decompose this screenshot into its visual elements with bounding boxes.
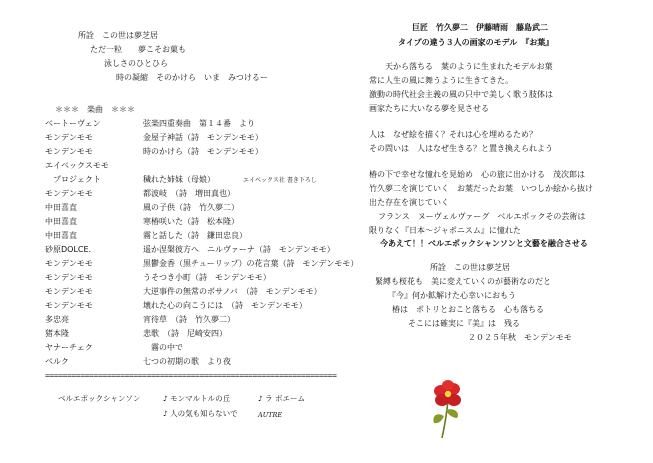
program-row [45, 146, 355, 159]
program-title: 霧の中で [143, 343, 183, 352]
program-composer: モンデンモモ [45, 301, 93, 310]
para1-line-2: 常に人生の風に舞うように生きてきた。 [369, 76, 513, 85]
program-composer: モンデンモモ [45, 189, 93, 198]
right-header-1: 巨匠 竹久夢二 伊藤晴雨 藤島武二 [412, 23, 548, 32]
closing-line-2: 緊縛も桜花も 美に変えていくのが藝術なのだと [375, 277, 551, 286]
program-row [45, 300, 355, 313]
program-title: 金屋子神話（詩 モンデンモモ） [143, 133, 263, 142]
program-composer: 中田喜直 [45, 217, 77, 226]
intro-line-1: 所詮 この世は夢芝居 [78, 31, 158, 40]
program-composer: 中田喜直 [45, 231, 77, 240]
program-composer: 中田喜直 [45, 203, 77, 212]
program-row [45, 188, 355, 201]
intro-line-2: ただ一粒 夢こそお菓も [90, 45, 186, 54]
closing-line-1: 所詮 この世は夢芝居 [430, 263, 510, 272]
handwritten-sign: AUTRE [258, 411, 283, 419]
chanson-label: ベルエポックシャンソン [58, 394, 141, 403]
chanson-song-1: ♪ モンマルトルの丘 [163, 394, 231, 403]
program-row [45, 258, 359, 271]
program-composer: 多忠亮 [45, 315, 69, 324]
program-composer: エイベックスモモ [45, 161, 109, 170]
camellia-flower-illustration [428, 376, 468, 440]
program-note: エイベックス社 書き下ろし [243, 177, 317, 184]
divider-rule: ================================================================== [45, 371, 337, 380]
program-composer: ベルク [45, 357, 69, 366]
program-row [45, 216, 355, 229]
program-composer: ヤナーチェク [45, 343, 93, 352]
program-composer: モンデンモモ [45, 287, 93, 296]
para3-line-5: 限りなく『日本～ジャポニスム』に憧れた [369, 226, 521, 235]
para3-line-3: 出た存在を演じていく [369, 198, 449, 207]
program-title: 黒鬱金香（黒チューリップ）の花言葉（詩 モンデンモモ） [143, 259, 359, 268]
closing-line-4: 椿は ポトリとおこと落ちる 心も落ちる [392, 305, 544, 314]
program-title: 穢れた姉妹（母娘） [143, 175, 215, 184]
program-row [45, 244, 355, 257]
closing-line-5: そこには確実に『美』は 残る [408, 319, 520, 328]
para1-line-1: 天から落ちる 葉のように生まれたモデルお葉 [385, 62, 553, 71]
program-row [45, 118, 355, 131]
program-composer: モンデンモモ [45, 133, 93, 142]
intro-line-3: 泳しさのひとひら [104, 59, 168, 68]
program-row [45, 160, 355, 173]
program-row [45, 286, 355, 299]
program-title: 七つの初期の歌 より夜 [143, 357, 231, 366]
program-title: 遥か涅槃彼方へ ニルヴァーナ（詩 モンデンモモ） [143, 245, 335, 254]
program-title: 悲歌 （詩 尼崎安四） [143, 329, 227, 338]
program-composer: モンデンモモ [45, 259, 93, 268]
chanson-song-3: ♪ 人の気も知らないで [163, 409, 238, 418]
program-row [45, 174, 355, 187]
program-title: 宵待草 （詩 竹久夢二） [143, 315, 235, 324]
program-title: 壊れた心の向こうには （詩 モンデンモモ） [143, 301, 307, 310]
program-title: 弦楽四重奏曲 第１４番 より [143, 119, 255, 128]
program-row [45, 132, 355, 145]
program-heading: ＊＊＊ 楽曲 ＊＊＊ [55, 105, 135, 114]
program-composer: モンデンモモ [45, 273, 93, 282]
program-title: 大逆事件の無常のボサノバ （詩 モンデンモモ） [143, 287, 322, 296]
program-title: うそつき小町（詩 モンデンモモ） [143, 273, 271, 282]
program-title: 風の子供（詩 竹久夢二） [143, 203, 239, 212]
program-composer: 砂原DOLCE. [45, 245, 92, 254]
para1-line-3: 激動の時代社会主義の風の只中で美しく歌う肢体は [369, 90, 553, 99]
program-composer: モンデンモモ [45, 147, 93, 156]
program-row [45, 356, 355, 369]
program-title: 時のかけら（詩 モンデンモモ） [143, 147, 263, 156]
closing-line-3: 『今』何か鉱解けた心幸いにおもう [388, 291, 516, 300]
program-title: 都波岐 （詩 増田真也） [143, 189, 235, 198]
chanson-song-2: ♪ ラ ボエーム [258, 394, 306, 403]
program-composer: プロジェクト [45, 175, 101, 184]
program-row [45, 328, 355, 341]
para3-line-4: フランス ヌーヴェルヴァーグ ベルエポックその芸術は [378, 212, 586, 221]
para3-line-2: 竹久夢二を演じていく お葉だったお葉 いつしか絵から抜け [369, 184, 593, 193]
para1-line-4: 画家たちに大いなる夢を見させる [369, 104, 489, 113]
program-title: 霧と話した（詩 鎌田忠良） [143, 231, 247, 240]
program-row [45, 342, 355, 355]
emphasis-line: 今あえて！！ベルエポックシャンソンと文藝を融合させる [380, 239, 588, 248]
program-row [45, 230, 355, 243]
closing-signature: ２０２５年秋 モンデンモモ [468, 333, 572, 342]
right-header-2: タイプの違う３人の画家のモデル 『お葉』 [398, 38, 554, 47]
para3-line-1: 椿の下で幸せな憧れを見始め 心の旅に出かける 茂次郎は [369, 170, 585, 179]
para2-line-1: 人は なぜ絵を描く？それは心を埋めるため？ [369, 130, 537, 139]
intro-line-4: 時の凝縮 そのかけら いま みつけるー [116, 73, 268, 82]
para2-line-2: その問いは 人はなぜ生きる？と置き換えられよう [369, 144, 553, 153]
program-row [45, 202, 355, 215]
program-composer: 猪本隆 [45, 329, 69, 338]
program-row [45, 272, 355, 285]
program-composer: ベートーヴェン [45, 119, 101, 128]
program-title: 寒椿咲いた（詩 松本隆） [143, 217, 239, 226]
program-row [45, 314, 355, 327]
